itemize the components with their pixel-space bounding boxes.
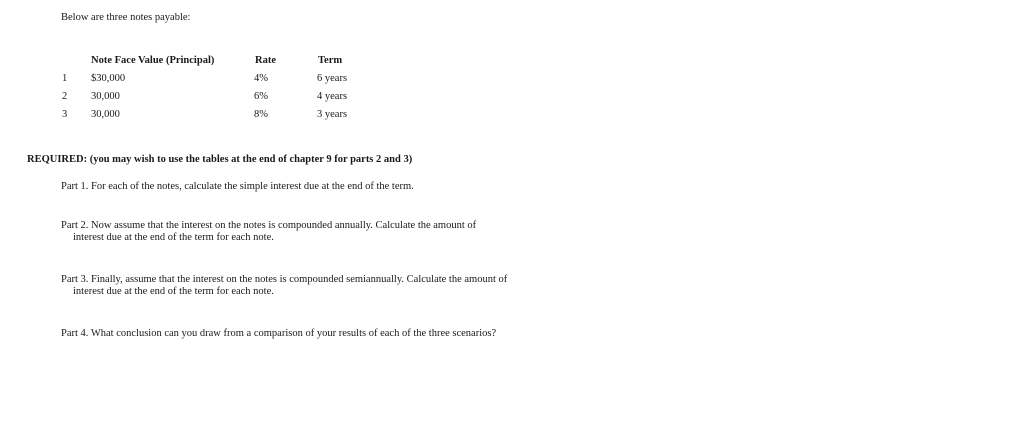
note-number: 1 xyxy=(62,73,68,84)
part-3-text xyxy=(61,274,581,298)
note-term: 6 years xyxy=(317,73,348,84)
header-term: Term xyxy=(318,55,343,66)
part-3-line-2: interest due at the end of the term for each note. xyxy=(73,286,274,297)
intro-text: Below are three notes payable: xyxy=(61,12,191,23)
table-row xyxy=(0,91,400,105)
part-2-line-2: interest due at the end of the term for each note. xyxy=(73,232,274,243)
part-2-text xyxy=(61,220,581,244)
part-3-line-1: Part 3. Finally, assume that the interest on the notes is compounded semiannually. Calculate the amount of xyxy=(61,274,508,285)
table-row xyxy=(0,109,400,123)
part-4-line: Part 4. What conclusion can you draw from a comparison of your results of each of the three scenarios? xyxy=(61,328,497,339)
part-4-text xyxy=(61,328,581,340)
part-2-line-1: Part 2. Now assume that the interest on the notes is compounded annually. Calculate the amount of xyxy=(61,220,477,231)
table-row xyxy=(0,73,400,87)
note-number: 2 xyxy=(62,91,68,102)
note-face-value: 30,000 xyxy=(91,91,120,102)
note-rate: 8% xyxy=(254,109,268,120)
note-rate: 6% xyxy=(254,91,268,102)
required-heading: REQUIRED: (you may wish to use the tables at the end of chapter 9 for parts 2 and 3) xyxy=(27,154,413,165)
note-rate: 4% xyxy=(254,73,268,84)
note-number: 3 xyxy=(62,109,68,120)
note-term: 4 years xyxy=(317,91,348,102)
part-1-text xyxy=(61,181,581,193)
part-1-line: Part 1. For each of the notes, calculate the simple interest due at the end of the term. xyxy=(61,181,414,192)
header-rate: Rate xyxy=(255,55,276,66)
note-term: 3 years xyxy=(317,109,348,120)
note-face-value: $30,000 xyxy=(91,73,126,84)
header-face-value: Note Face Value (Principal) xyxy=(91,55,215,66)
note-face-value: 30,000 xyxy=(91,109,120,120)
